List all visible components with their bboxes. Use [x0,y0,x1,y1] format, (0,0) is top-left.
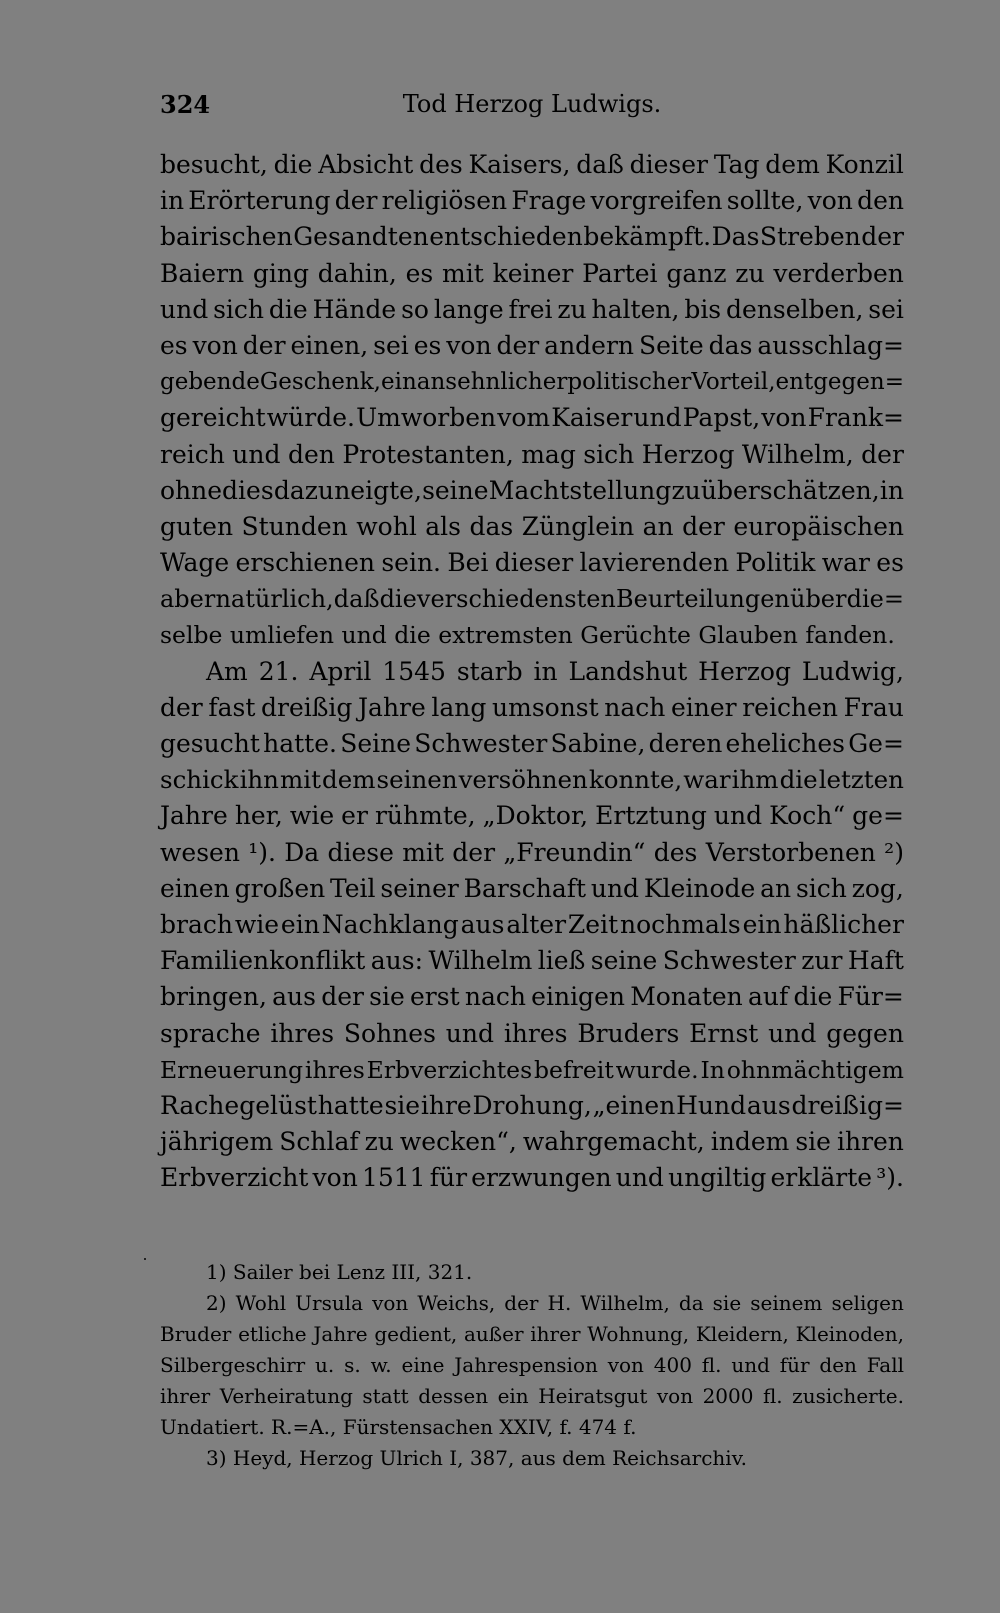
body-line-1: besucht, die Absicht des Kaisers, daß dieser Tag dem Konzil [160,150,904,179]
footnote-line-3: Bruder etliche Jahre gedient, außer ihrer Wohnung, Kleidern, Kleinoden, [160,1322,904,1346]
body-line-25: sprache ihres Sohnes und ihres Bruders Ernst und gegen [160,1018,904,1048]
page-header [160,90,904,126]
body-line-18: schick ihn mit dem seinen versöhnen konnte, war ihm die letzten [160,765,904,795]
body-line-9: reich und den Protestanten, mag sich Herzog Wilhelm, der [160,439,904,469]
footnote-line-7: 3) Heyd, Herzog Ulrich I, 387, aus dem Reichsarchiv. [206,1446,747,1470]
body-line-29: Erbverzicht von 1511 für erzwungen und ungiltig erklärte ³). [160,1163,904,1193]
footnote-line-6: Undatiert. R.=A., Fürstensachen XXIV, f. 474 f. [160,1415,637,1439]
stray-mark [144,1258,146,1260]
body-line-24: bringen, aus der sie erst nach einigen Monaten auf die Für= [160,982,904,1012]
body-line-28: jährigem Schlaf zu wecken“, wahrgemacht, indem sie ihren [160,1127,904,1157]
body-line-7: gebende Geschenk, ein ansehnlicher politischer Vorteil, entgegen= [160,369,904,396]
body-line-27: Rachegelüst hatte sie ihre Drohung, „einen Hund aus dreißig= [160,1090,904,1120]
body-line-4: Baiern ging dahin, es mit keiner Partei ganz zu verderben [160,258,904,288]
body-line-23: Familienkonflikt aus: Wilhelm ließ seine Schwester zur Haft [160,946,904,976]
body-text [160,147,904,1196]
body-line-14: selbe umliefen und die extremsten Gerüchte Glauben fanden. [160,621,895,650]
footnote-line-2: 2) Wohl Ursula von Weichs, der H. Wilhelm, da sie seinem seligen [206,1291,904,1315]
body-line-13: aber natürlich, daß die verschiedensten Beurteilungen über die= [160,585,904,614]
body-line-22: brach wie ein Nachklang aus alter Zeit nochmals ein häßlicher [160,909,904,939]
body-line-6: es von der einen, sei es von der andern Seite das ausschlag= [160,330,904,360]
body-line-8: gereicht würde. Umworben vom Kaiser und Papst, von Frank= [160,403,904,433]
footnote-line-4: Silbergeschirr u. s. w. eine Jahrespension von 400 fl. und für den Fall [160,1353,904,1377]
body-line-12: Wage erschienen sein. Bei dieser lavierenden Politik war es [160,548,904,578]
body-line-26: Erneuerung ihres Erbverzichtes befreit wurde. In ohnmächtigem [160,1055,904,1084]
footnote-line-5: ihrer Verheiratung statt dessen ein Heiratsgut von 2000 fl. zusicherte. [160,1384,904,1408]
body-line-2: in Erörterung der religiösen Frage vorgreifen sollte, von den [160,186,904,216]
footnote-line-1: 1) Sailer bei Lenz III, 321. [206,1260,473,1284]
body-line-11: guten Stunden wohl als das Zünglein an der europäischen [160,511,904,541]
page-number: 324 [160,90,211,119]
body-line-16: der fast dreißig Jahre lang umsonst nach einer reichen Frau [160,692,904,722]
footnotes [160,1257,904,1474]
body-line-3: bairischen Gesandten entschieden bekämpft. Das Streben der [160,222,904,252]
body-line-17: gesucht hatte. Seine Schwester Sabine, deren eheliches Ge= [160,729,904,758]
body-line-10: ohnedies dazu neigte, seine Machtstellung zu überschätzen, in [160,475,904,505]
body-line-15: Am 21. April 1545 starb in Landshut Herzog Ludwig, [206,656,904,686]
body-line-21: einen großen Teil seiner Barschaft und Kleinode an sich zog, [160,873,904,903]
body-line-5: und sich die Hände so lange frei zu halten, bis denselben, sei [160,294,904,324]
running-title: Tod Herzog Ludwigs. [402,90,662,118]
body-line-19: Jahre her, wie er rühmte, „Doktor, Ertztung und Koch“ ge= [160,801,904,831]
body-line-20: wesen ¹). Da diese mit der „Freundin“ des Verstorbenen ²) [160,837,904,867]
